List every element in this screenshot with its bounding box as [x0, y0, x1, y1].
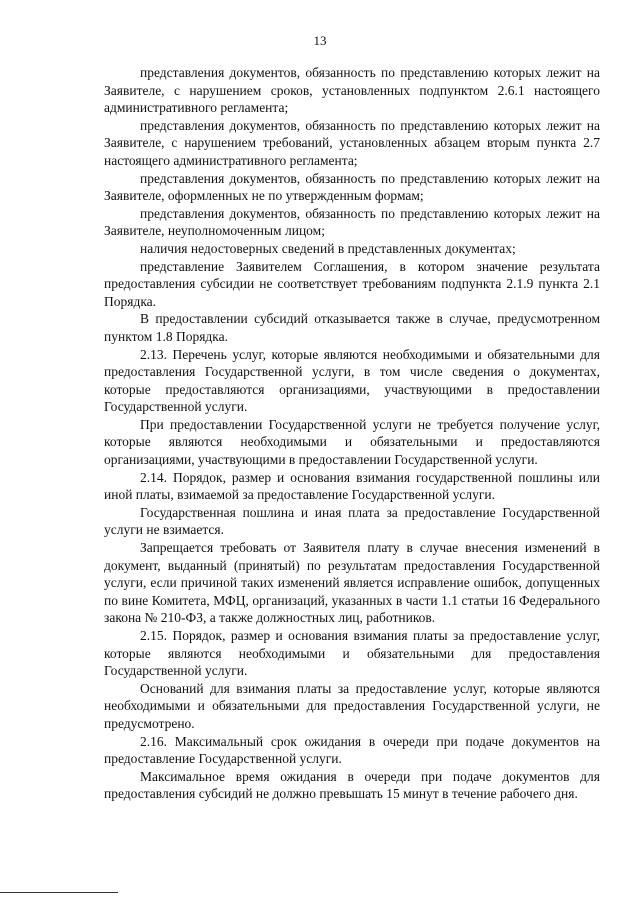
- page-number: 13: [313, 33, 327, 48]
- footer-divider: [0, 892, 118, 893]
- paragraph: представления документов, обязанность по представлению которых лежит на Заявителе, с нарушением сроков, установленных подпунктом 2.6.1 настоящего административного регламента;: [104, 65, 600, 116]
- paragraph: При предоставлении Государственной услуги не требуется получение услуг, которые являются необходимыми и обязательными и предоставляются организациями, участвующими в предоставлении Государственной услуги.: [104, 416, 600, 468]
- paragraph: представления документов, обязанность по представлению которых лежит на Заявителе, оформленных не по утвержденным формам;: [104, 170, 600, 204]
- paragraph: представления документов, обязанность по представлению которых лежит на Заявителе, неуполномоченным лицом;: [104, 205, 600, 239]
- paragraph: В предоставлении субсидий отказывается также в случае, предусмотренном пунктом 1.8 Порядка.: [104, 311, 600, 344]
- paragraph: представление Заявителем Соглашения, в котором значение результата предоставления субсидии не соответствует требованиям подпункта 2.1.9 пункта 2.1 Порядка.: [104, 258, 600, 309]
- paragraph: наличия недостоверных сведений в представленных документах;: [140, 240, 516, 256]
- document-body: [104, 64, 600, 803]
- section-heading-2-14: 2.14. Порядок, размер и основания взимания государственной пошлины или иной платы, взимаемой за предоставление Государственной услуги.: [104, 469, 600, 503]
- paragraph: Запрещается требовать от Заявителя плату в случае внесения изменений в документ, выданный (принятый) по результатам предоставления Государственной услуги, если причиной таких изменений является исправление ошибок, допущенных по вине Комитета, МФЦ, организаций, указанных в части 1.1 статьи 16 Федерального закона № 210-ФЗ, а также должностных лиц, работников.: [104, 540, 600, 626]
- paragraph: представления документов, обязанность по представлению которых лежит на Заявителе, с нарушением требований, установленных абзацем вторым пункта 2.7 настоящего административного регламента;: [104, 117, 600, 168]
- paragraph: Государственная пошлина и иная плата за предоставление Государственной услуги не взимается.: [104, 504, 600, 538]
- paragraph: Максимальное время ожидания в очереди при подаче документов для предоставления субсидий не должно превышать 15 минут в течение рабочего дня.: [104, 768, 600, 802]
- section-heading-2-13: 2.13. Перечень услуг, которые являются необходимыми и обязательными для предоставления Государственной услуги, в том числе сведения о документах, которые предоставляются организациями, участвующими в предоставлении Государственной услуги.: [104, 346, 600, 415]
- section-heading-2-15: 2.15. Порядок, размер и основания взимания платы за предоставление услуг, которые являются необходимыми и обязательными для предоставления Государственной услуги.: [104, 628, 600, 679]
- paragraph: Оснований для взимания платы за предоставление услуг, которые являются необходимыми и обязательными для предоставления Государственной услуги, не предусмотрено.: [104, 680, 600, 731]
- section-heading-2-16: 2.16. Максимальный срок ожидания в очереди при подаче документов на предоставление Государственной услуги.: [104, 733, 600, 767]
